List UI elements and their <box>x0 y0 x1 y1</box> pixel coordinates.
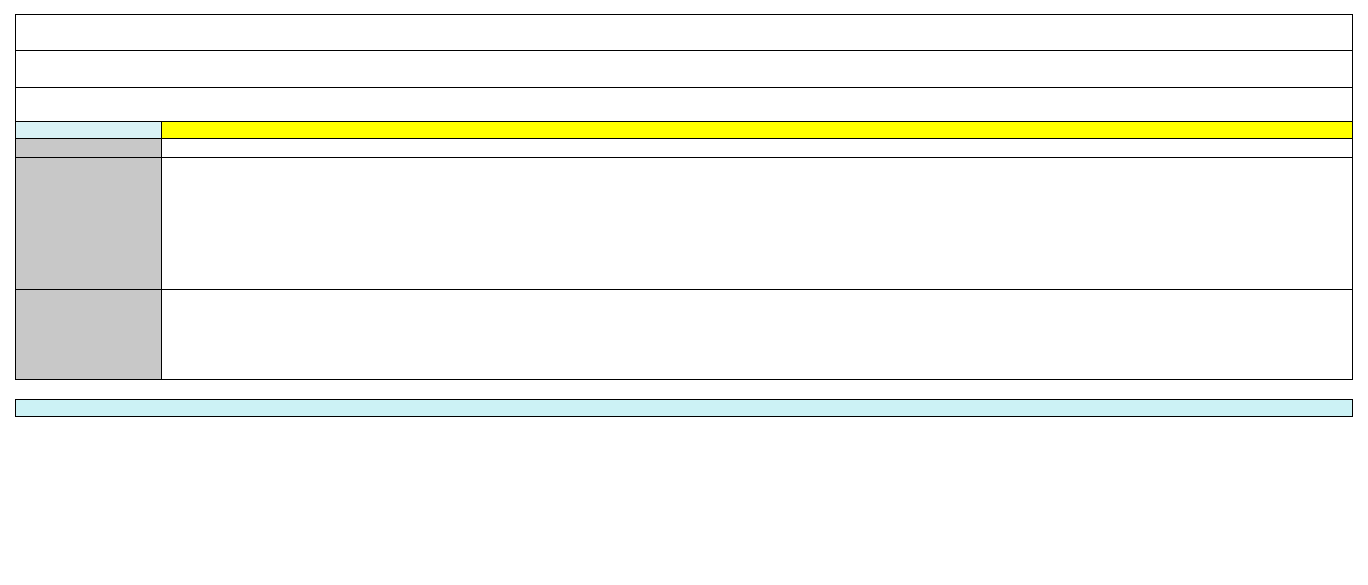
unit-name-label <box>15 138 162 158</box>
dept-duty-header-label <box>15 121 162 139</box>
blank-row <box>15 87 1353 121</box>
dept-duties-label <box>15 157 162 290</box>
dept-duties-text <box>161 157 1353 290</box>
annual-goals-label <box>15 289 162 380</box>
sheet-subtitle <box>15 50 1353 88</box>
annual-goals-text <box>161 289 1353 380</box>
performance-section-label <box>15 399 1353 417</box>
sheet-title <box>15 14 1353 51</box>
unit-name-value <box>161 138 1353 158</box>
annual-duty-goal-header <box>161 121 1353 139</box>
